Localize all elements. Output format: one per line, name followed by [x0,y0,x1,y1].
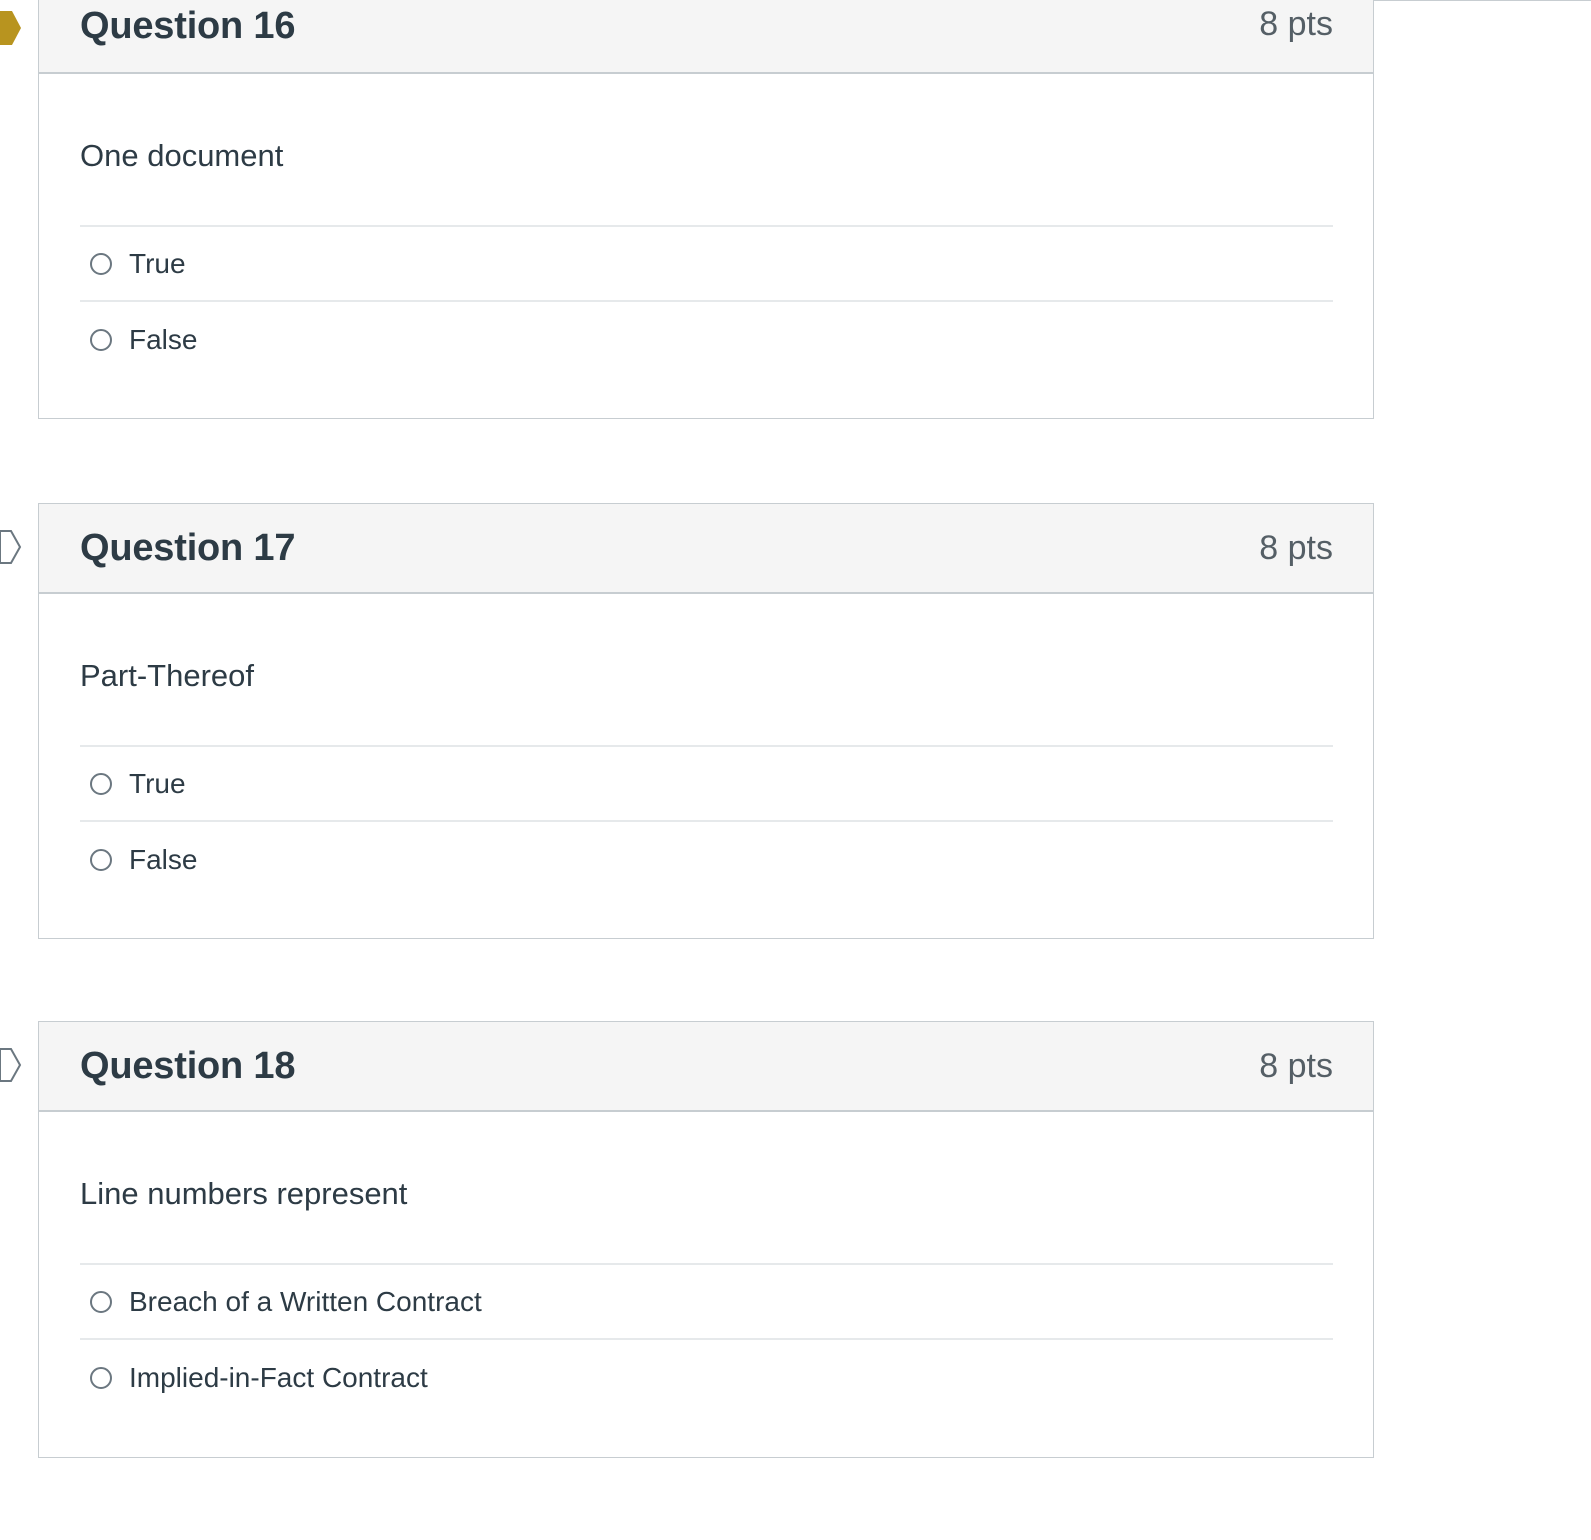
question-body [39,594,1373,897]
flag-outline-icon[interactable] [0,1048,22,1082]
question-title: Question 18 [80,1044,296,1087]
question-title: Question 17 [80,526,296,569]
answer-label: Breach of a Written Contract [129,1285,482,1317]
question-header [39,0,1373,74]
answer-option-false[interactable] [80,822,1333,897]
question-points: 8 pts [1259,5,1333,43]
answer-option-true[interactable] [80,747,1333,822]
answer-label: True [129,247,186,279]
radio-button-icon[interactable] [90,773,112,795]
radio-button-icon[interactable] [90,1367,112,1389]
question-16 [38,0,1374,419]
answer-label: Implied-in-Fact Contract [129,1361,428,1393]
answer-option-true[interactable] [80,227,1333,302]
question-header [39,504,1373,594]
question-17 [38,503,1374,939]
radio-button-icon[interactable] [90,253,112,275]
question-18 [38,1021,1374,1458]
answer-option-implied-in-fact-contract[interactable] [80,1340,1333,1415]
radio-button-icon[interactable] [90,849,112,871]
answer-option-false[interactable] [80,302,1333,377]
radio-button-icon[interactable] [90,1291,112,1313]
answer-label: False [129,323,198,355]
question-body [39,1112,1373,1415]
question-header [39,1022,1373,1112]
question-prompt: Line numbers represent [80,1112,1333,1265]
question-prompt: Part-Thereof [80,594,1333,747]
question-title: Question 16 [80,5,296,47]
flag-filled-icon[interactable] [0,11,22,45]
question-body [39,74,1373,377]
flag-outline-icon[interactable] [0,530,22,564]
question-points: 8 pts [1259,1046,1333,1085]
top-divider [1374,0,1591,1]
answer-label: False [129,843,198,875]
answer-label: True [129,767,186,799]
question-prompt: One document [80,74,1333,227]
answer-option-breach-of-written-contract[interactable] [80,1265,1333,1340]
question-points: 8 pts [1259,528,1333,567]
radio-button-icon[interactable] [90,329,112,351]
